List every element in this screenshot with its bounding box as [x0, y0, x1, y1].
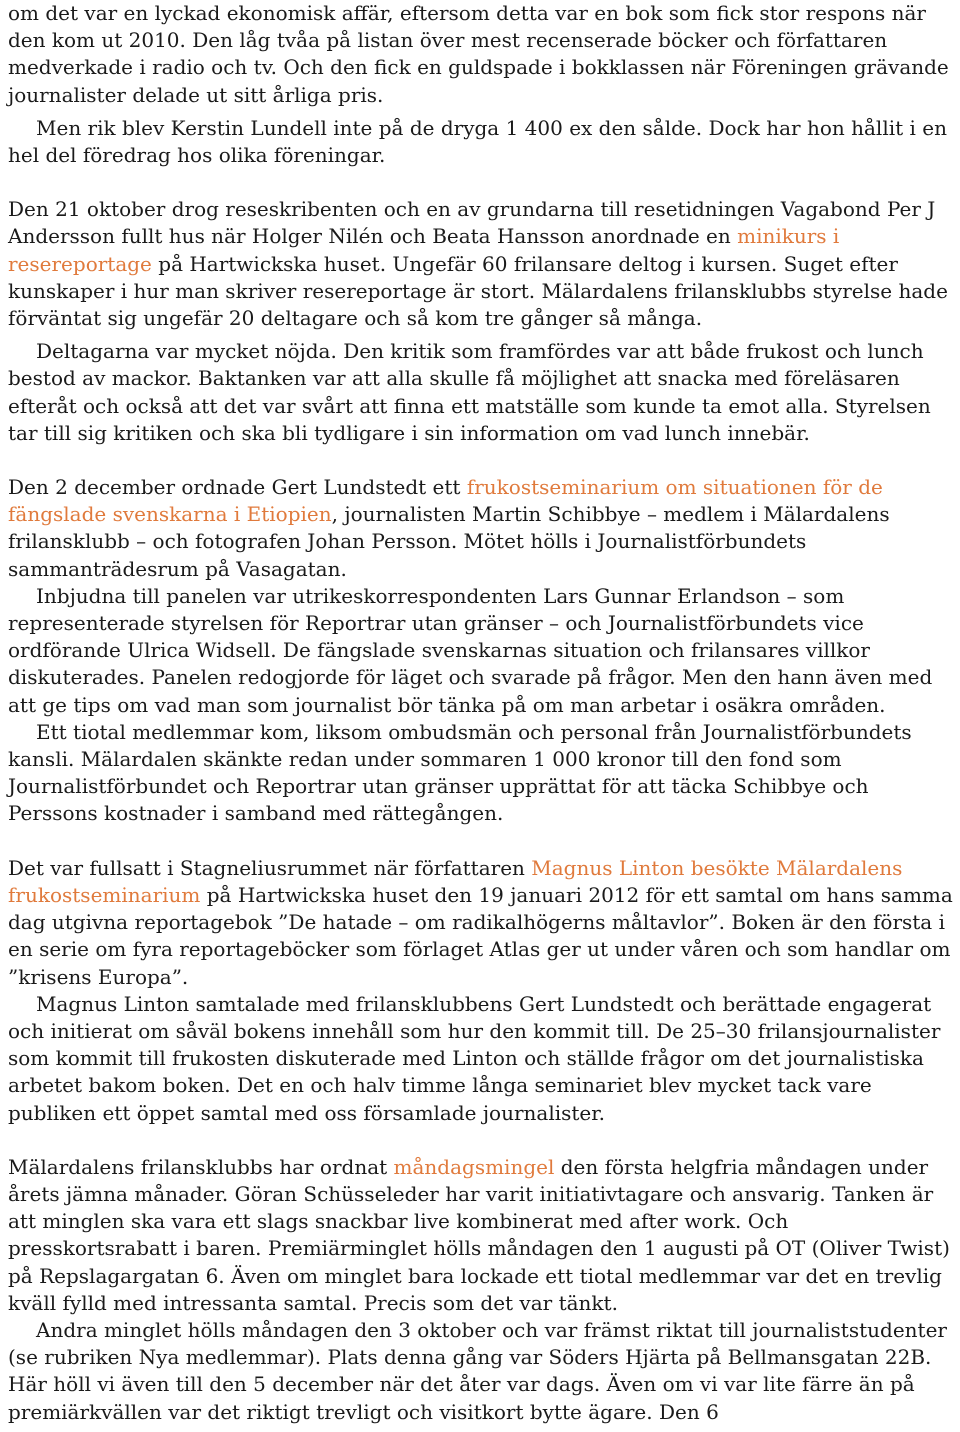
- paragraph-1: om det var en lyckad ekonomisk affär, eftersom detta var en bok som fick stor respons när den kom ut 2010. Den låg tvåa på listan över mest recenserade böcker och författaren medverkade i radio och tv. Och den fick en guldspade i bokklassen när Föreningen grävande journalister delade ut sitt årliga pris.: [8, 1, 949, 107]
- paragraph-8-text-before: Det var fullsatt i Stagneliusrummet när författaren: [8, 855, 532, 880]
- mandagsmingel-link[interactable]: måndagsmingel: [393, 1154, 555, 1179]
- frukostseminarium-etiopien-link[interactable]: frukostseminarium om situationen för de fängslade svenskarna i Etiopien: [8, 475, 883, 527]
- paragraph-10-text-after: den första helgfria måndagen under årets jämna månader. Göran Schüsseleder har varit initiativtagare och ansvarig. Tanken är att minglen ska vara ett slags snackbar live kombinerat med after work. Och presskortsrabatt i baren. Premiärminglet hölls måndagen den 1 augusti på OT (Oliver Twist) på Repslagargatan 6. Även om minglet bara lockade ett tiotal medlemmar var det en trevlig kväll fylld med intressanta samtal. Precis som det var tänkt.: [8, 1154, 950, 1315]
- magnus-linton-link[interactable]: Magnus Linton besökte Mälardalens frukostseminarium: [8, 855, 903, 907]
- paragraph-10-text-before: Mälardalens frilansklubbs har ordnat: [8, 1154, 394, 1179]
- paragraph-3-text-after: på Hartwickska huset. Ungefär 60 frilansare deltog i kursen. Suget efter kunskaper i hur man skriver resereportage är stort. Mälardalens frilansklubbs styrelse hade förväntat sig ungefär 20 deltagare och så kom tre gånger så många.: [8, 251, 948, 331]
- paragraph-9: Magnus Linton samtalade med frilansklubbens Gert Lundstedt och berättade engagerat och initierat om såväl bokens innehåll som hur den kommit till. De 25–30 frilansjournalister som kommit till frukosten diskuterade med Linton och ställde frågor om det journalistiska arbetet bakom boken. Det en och halv timme långa seminariet blev mycket tack vare publiken ett öppet samtal med oss församlade journalister.: [8, 991, 941, 1125]
- paragraph-5-text-before: Den 2 december ordnade Gert Lundstedt ett: [8, 475, 467, 500]
- paragraph-8: [8, 855, 958, 991]
- paragraph-4: Deltagarna var mycket nöjda. Den kritik som framfördes var att både frukost och lunch bestod av mackor. Baktanken var att alla skulle få möjlighet att snacka med föreläsaren efteråt och också att det var svårt att finna ett matställe som kunde ta emot alla. Styrelsen tar till sig kritiken och ska bli tydligare i sin information om vad lunch innebär.: [8, 339, 931, 445]
- paragraph-7: Ett tiotal medlemmar kom, liksom ombudsmän och personal från Journalistförbundets kansli. Mälardalen skänkte redan under sommaren 1 000 kronor till den fond som Journalistförbundet och Reportrar utan gränser upprättat för att täcka Schibbye och Perssons kostnader i samband med rättegången.: [8, 719, 912, 826]
- paragraph-2: Men rik blev Kerstin Lundell inte på de dryga 1 400 ex den sålde. Dock har hon hållit i en hel del föredrag hos olika föreningar.: [8, 115, 947, 168]
- paragraph-11: Andra minglet hölls måndagen den 3 oktober och var främst riktat till journaliststudenter (se rubriken Nya medlemmar). Plats denna gång var Söders Hjärta på Bellmansgatan 22B. Här höll vi även till den 5 december när det åter var dags. Även om vi var lite färre än på premiärkvällen var det riktigt trevligt och visitkort bytte ägare. Den 6: [8, 1317, 947, 1424]
- paragraph-5: [8, 474, 958, 583]
- paragraph-5-text-after: , journalisten Martin Schibbye – medlem i Mälardalens frilansklubb – och fotografen Johan Persson. Mötet hölls i Journalistförbundets sammanträdesrum på Vasagatan.: [8, 502, 890, 581]
- paragraph-3: [8, 196, 958, 332]
- paragraph-3-text-before: Den 21 oktober drog reseskribenten och en av grundarna till resetidningen Vagabond Per J Andersson fullt hus när Holger Nilén och Beata Hansson anordnade en: [8, 197, 936, 249]
- paragraph-6: Inbjudna till panelen var utrikeskorrespondenten Lars Gunnar Erlandson – som representerade styrelsen för Reportrar utan gränser – och Journalistförbundets vice ordförande Ulrica Widsell. De fängslade svenskarnas situation och frilansares villkor diskuterades. Panelen redogjorde för läget och svarade på frågor. Men den hann även med att ge tips om vad man som journalist bör tänka på om man arbetar i osäkra områden.: [8, 583, 933, 717]
- minikurs-link[interactable]: minikurs i resereportage: [8, 224, 840, 276]
- paragraph-8-text-after: på Hartwickska huset den 19 januari 2012 för ett samtal om hans samma dag utgivna reportagebok ”De hatade – om radikalhögerns måltavlor”. Boken är den första i en serie om fyra reportageböcker som förlaget Atlas ger ut under våren och som handlar om ”krisens Europa”.: [8, 882, 953, 989]
- document-page: [8, 0, 958, 1426]
- paragraph-10: [8, 1154, 958, 1317]
